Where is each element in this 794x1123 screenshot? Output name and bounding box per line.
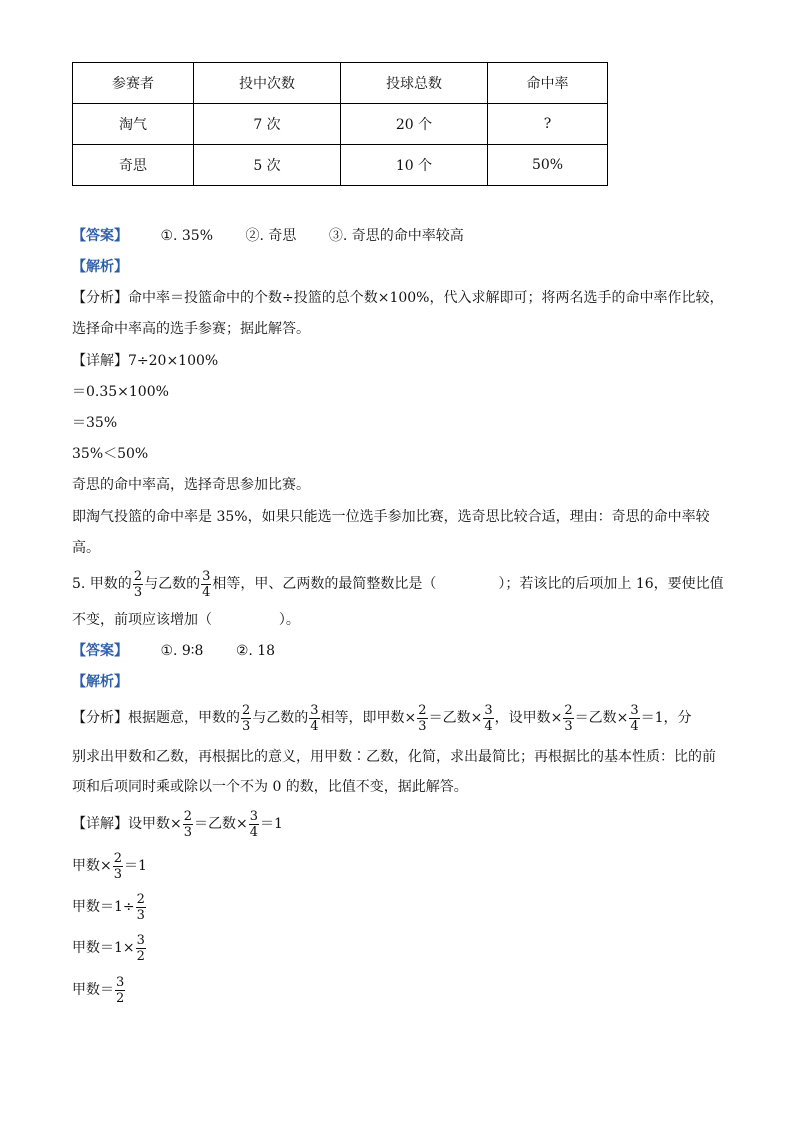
denominator: 3 bbox=[133, 584, 143, 600]
denominator: 4 bbox=[484, 718, 493, 734]
denominator: 3 bbox=[242, 718, 251, 734]
numerator: 3 bbox=[630, 702, 639, 718]
numerator: 2 bbox=[136, 891, 145, 907]
detail-tag: 【详解】 bbox=[72, 816, 128, 832]
table-cell: 50% bbox=[488, 145, 608, 186]
jiexi-tag: 【解析】 bbox=[72, 674, 128, 690]
detail-line bbox=[72, 930, 147, 966]
fraction-3-4 bbox=[629, 704, 639, 733]
answer-part: ②. 18 bbox=[235, 643, 276, 659]
detail-text: 甲数＝ bbox=[72, 982, 114, 998]
analysis-text: ＝乙数× bbox=[574, 710, 629, 726]
table-header-cell: 参赛者 bbox=[73, 63, 194, 104]
question-text: 5. 甲数的 bbox=[72, 576, 132, 592]
analysis-text: 相等，即甲数× bbox=[320, 710, 417, 726]
detail-text: ＝1 bbox=[124, 858, 147, 874]
q5-question-line bbox=[72, 613, 300, 627]
detail-text: 奇思的命中率高，选择奇思参加比赛。 bbox=[72, 477, 310, 493]
table-cell: 淘气 bbox=[73, 104, 194, 145]
numerator: 2 bbox=[113, 850, 123, 866]
fraction-2-3 bbox=[417, 704, 427, 733]
denominator: 3 bbox=[183, 824, 193, 840]
table-cell: ? bbox=[488, 104, 608, 145]
table-header-row bbox=[73, 63, 608, 104]
fraction-2-3 bbox=[183, 810, 193, 839]
numerator: 3 bbox=[136, 932, 145, 948]
numerator: 2 bbox=[183, 808, 193, 824]
table-header-cell: 投中次数 bbox=[194, 63, 341, 104]
detail-line bbox=[72, 972, 126, 1008]
fraction-3-2 bbox=[136, 934, 146, 963]
table-cell: 20 个 bbox=[341, 104, 488, 145]
answer-part: ②. 奇思 bbox=[245, 228, 297, 244]
numerator: 2 bbox=[418, 702, 427, 718]
analysis-text: 根据题意，甲数的 bbox=[128, 710, 240, 726]
analysis-text: 与乙数的 bbox=[252, 710, 309, 726]
numerator: 3 bbox=[249, 808, 259, 824]
q5-question-line bbox=[72, 566, 724, 602]
detail-text: 甲数＝1× bbox=[72, 940, 135, 956]
detail-tag: 【详解】 bbox=[72, 353, 128, 369]
table-header-cell: 命中率 bbox=[488, 63, 608, 104]
table-cell: 7 次 bbox=[194, 104, 341, 145]
detail-line bbox=[72, 848, 147, 884]
question-text: 不变，前项应该增加（ bbox=[72, 612, 212, 628]
question-text: ）；若该比的后项加上 16，要使比值 bbox=[498, 576, 724, 592]
detail-text: ＝35% bbox=[72, 415, 118, 431]
analysis-text: ，设甲数× bbox=[494, 710, 563, 726]
question-text: ）。 bbox=[278, 612, 300, 628]
numerator: 3 bbox=[310, 702, 319, 718]
detail-text: ＝0.35×100% bbox=[72, 384, 169, 400]
denominator: 3 bbox=[136, 907, 145, 923]
question-text: 相等，甲、乙两数的最简整数比是（ bbox=[212, 576, 437, 592]
denominator: 4 bbox=[202, 584, 211, 600]
analysis-text: 项和后项同时乘或除以一个不为 0 的数，比值不变，据此解答。 bbox=[72, 779, 468, 795]
fraction-3-4 bbox=[483, 704, 493, 733]
numerator: 3 bbox=[202, 568, 211, 584]
fraction-3-4 bbox=[249, 810, 259, 839]
table-cell: 奇思 bbox=[73, 145, 194, 186]
denominator: 3 bbox=[418, 718, 427, 734]
q4-analysis-line bbox=[72, 291, 723, 305]
numerator: 3 bbox=[116, 974, 125, 990]
fraction-2-3 bbox=[136, 893, 146, 922]
answer-tag: 【答案】 bbox=[72, 643, 128, 659]
question-text: 与乙数的 bbox=[144, 576, 201, 592]
numerator: 2 bbox=[564, 702, 573, 718]
detail-text: ＝1 bbox=[260, 816, 283, 832]
jiexi-tag: 【解析】 bbox=[72, 259, 128, 275]
table-cell: 10 个 bbox=[341, 145, 488, 186]
analysis-text: 别求出甲数和乙数，再根据比的意义，用甲数∶乙数，化简，求出最简比；再根据比的基本性质：比的前 bbox=[72, 749, 716, 765]
denominator: 2 bbox=[136, 948, 145, 964]
fraction-2-3 bbox=[113, 852, 123, 881]
detail-text: 设甲数× bbox=[128, 816, 182, 832]
numerator: 3 bbox=[484, 702, 493, 718]
answer-part: ③. 奇思的命中率较高 bbox=[328, 228, 464, 244]
analysis-tag: 【分析】 bbox=[72, 710, 128, 726]
detail-text: 高。 bbox=[72, 540, 100, 556]
detail-text: ＝乙数× bbox=[194, 816, 248, 832]
q5-analysis-line bbox=[72, 700, 692, 736]
hit-rate-table bbox=[72, 62, 608, 186]
detail-text: 35%＜50% bbox=[72, 446, 149, 462]
denominator: 3 bbox=[564, 718, 573, 734]
analysis-tag: 【分析】 bbox=[72, 290, 128, 306]
fraction-2-3 bbox=[241, 704, 251, 733]
detail-text: 甲数＝1÷ bbox=[72, 899, 135, 915]
analysis-text: 命中率＝投篮命中的个数÷投篮的总个数×100%，代入求解即可；将两名选手的命中率作比较， bbox=[128, 290, 724, 306]
analysis-text: 选择命中率高的选手参赛；据此解答。 bbox=[72, 321, 310, 337]
answer-part: ①. 9∶8 bbox=[160, 643, 204, 659]
denominator: 4 bbox=[310, 718, 319, 734]
table-row bbox=[73, 104, 608, 145]
denominator: 3 bbox=[113, 866, 123, 882]
q4-answer-line bbox=[72, 229, 464, 243]
numerator: 2 bbox=[242, 702, 251, 718]
detail-line bbox=[72, 889, 147, 925]
table-header-cell: 投球总数 bbox=[341, 63, 488, 104]
fraction-3-2 bbox=[115, 976, 125, 1005]
fraction-2-3 bbox=[133, 570, 143, 599]
q4-detail-line bbox=[72, 354, 218, 368]
q5-detail-line bbox=[72, 806, 283, 842]
answer-part: ①. 35% bbox=[160, 228, 214, 244]
detail-text: 7÷20×100% bbox=[128, 353, 219, 369]
answer-tag: 【答案】 bbox=[72, 228, 128, 244]
denominator: 4 bbox=[249, 824, 259, 840]
denominator: 2 bbox=[116, 990, 125, 1006]
q5-answer-line bbox=[72, 644, 275, 658]
numerator: 2 bbox=[133, 568, 143, 584]
analysis-text: ＝乙数× bbox=[428, 710, 483, 726]
fraction-3-4 bbox=[309, 704, 319, 733]
fraction-2-3 bbox=[563, 704, 573, 733]
fraction-3-4 bbox=[201, 570, 211, 599]
table-cell: 5 次 bbox=[194, 145, 341, 186]
analysis-text: ＝1，分 bbox=[640, 710, 692, 726]
detail-text: 甲数× bbox=[72, 858, 112, 874]
denominator: 4 bbox=[630, 718, 639, 734]
detail-text: 即淘气投篮的命中率是 35%，如果只能选一位选手参加比赛，选奇思比较合适，理由：奇思的命中率较 bbox=[72, 509, 710, 525]
table-row bbox=[73, 145, 608, 186]
